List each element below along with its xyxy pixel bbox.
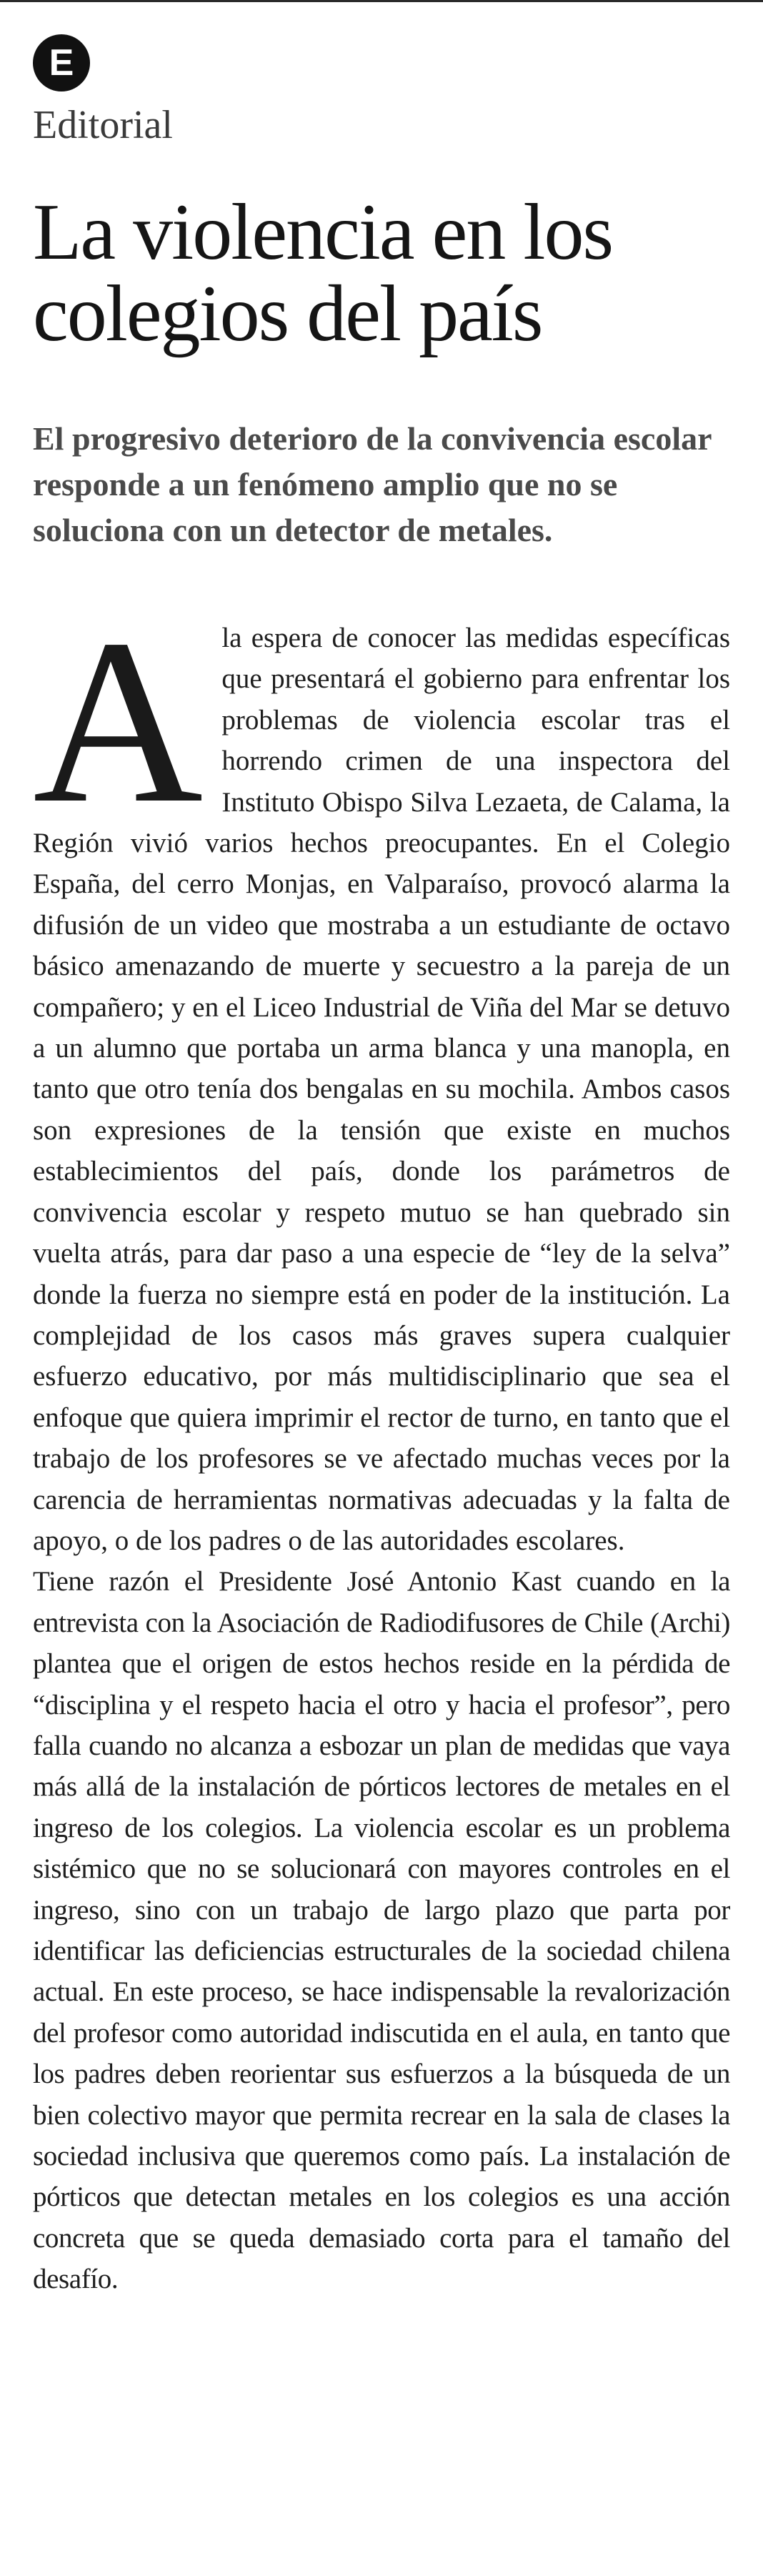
drop-cap: A [33,591,204,852]
section-badge: E [33,34,90,91]
paragraph-1: la espera de conocer las medidas específicas que presentará el gobierno para enfrentar los problemas de violencia escolar tras el horrendo crimen de una inspectora del Instituto Obispo Silva Lezaeta, de Calama, la Región vivió varios hechos preocupantes. En el Colegio España, del cerro Monjas, en Valparaíso, provocó alarma la difusión de un video que mostraba a un estudiante de octavo básico amenazando de muerte y secuestro a la pareja de un compañero; y en el Liceo Industrial de Viña del Mar se detuvo a un alumno que portaba un arma blanca y una manopla, en tanto que otro tenía dos bengalas en su mochila. Ambos casos son expresiones de la tensión que existe en muchos establecimientos del país, donde los parámetros de convivencia escolar y respeto mutuo se han quebrado sin vuelta atrás, para dar paso a una especie de “ley de la selva” donde la fuerza no siempre está en poder de la institución. La complejidad de los casos más graves supera cualquier esfuerzo educativo, por más multidisciplinario que sea el enfoque que quiera imprimir el rector de turno, en tanto que el trabajo de los profesores se ve afectado muchas veces por la carencia de herramientas normativas adecuadas y la falta de apoyo, o de los padres o de las autoridades escolares. [33,623,730,1556]
headline: La violencia en los colegios del país [33,188,613,358]
standfirst: El progresivo deterioro de la convivencia escolar responde a un fenómeno amplio que no se soluciona con un detector de metales. [33,420,712,548]
paragraph-2: Tiene razón el Presidente José Antonio Kast cuando en la entrevista con la Asociación de Radiodifusores de Chile (Archi) plantea que el origen de estos hechos reside en la pérdida de “disciplina y el respeto hacia el otro y hacia el profesor”, pero falla cuando no alcanza a esbozar un plan de medidas que vaya más allá de la instalación de pórticos lectores de metales en el ingreso de los colegios. La violencia escolar es un problema sistémico que no se solucionará con mayores controles en el ingreso, sino con un trabajo de largo plazo que parta por identificar las deficiencias estructurales de la sociedad chilena actual. En este proceso, se hace indispensable la revalorización del profesor como autoridad indiscutida en el aula, en tanto que los padres deben reorientar sus esfuerzos a la búsqueda de un bien colectivo mayor que permita recrear en la sala de clases la sociedad inclusiva que queremos como país. La instalación de pórticos que detectan metales en los colegios es una acción concreta que se queda demasiado corta para el tamaño del desafío. [33,1566,730,2295]
article-body [33,591,730,2300]
editorial-article [33,34,730,2300]
section-label: Editorial [33,103,173,147]
top-rule [0,0,763,2]
